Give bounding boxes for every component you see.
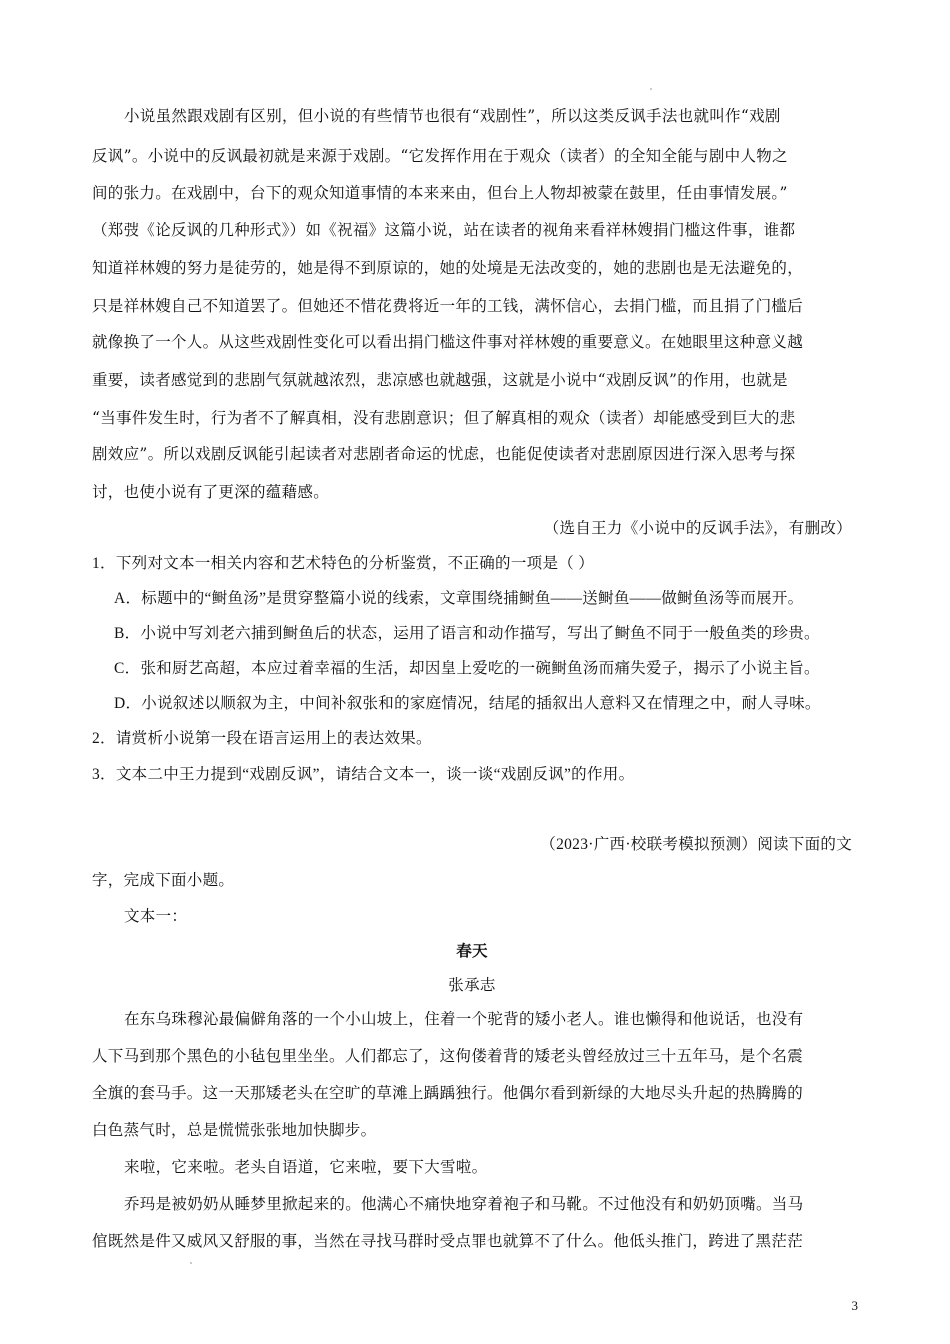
text2-line: 间的张力。在戏剧中，台下的观众知道事情的本来来由，但台上人物却被蒙在鼓里，任由事情发展。”: [92, 184, 788, 202]
story-line: 倌既然是件又威风又舒服的事，当然在寻找马群时受点罪也就算不了什么。他低头推门，跨进了黑茫茫: [92, 1232, 804, 1250]
page-number: 3: [851, 1298, 858, 1313]
section-intro-cont: 字，完成下面小题。: [92, 872, 235, 889]
story-line: 来啦，它来啦。老头自语道，它来啦，要下大雪啦。: [124, 1158, 488, 1176]
scan-speck: [190, 1262, 192, 1264]
story-author: 张承志: [448, 976, 496, 994]
text2-line: 重要，读者感觉到的悲剧气氛就越浓烈，悲凉感也就越强，这就是小说中“戏剧反讽”的作用，也就是: [92, 371, 788, 389]
question-3: 3．文本二中王力提到“戏剧反讽”，请结合文本一，谈一谈“戏剧反讽”的作用。: [92, 766, 635, 783]
text2-line: 只是祥林嫂自己不知道罢了。但她还不惜花费将近一年的工钱，满怀信心，去捐门槛，而且捐了门槛后: [92, 297, 804, 315]
text2-line: 反讽”。小说中的反讽最初就是来源于戏剧。“它发挥作用在于观众（读者）的全知全能与剧中人物之: [92, 147, 788, 165]
question-2: 2．请赏析小说第一段在语言运用上的表达效果。: [92, 730, 432, 747]
question-1: 1．下列对文本一相关内容和艺术特色的分析鉴赏，不正确的一项是（ ）: [92, 555, 595, 572]
option-b: B．小说中写刘老六捕到鲥鱼后的状态，运用了语言和动作描写，写出了鲥鱼不同于一般鱼类的珍贵。: [114, 625, 820, 642]
story-line: 人下马到那个黑色的小毡包里坐坐。人们都忘了，这佝偻着背的矮老头曾经放过三十五年马，是个名震: [92, 1047, 804, 1065]
source-note: （选自王力《小说中的反讽手法》，有删改）: [543, 519, 852, 537]
story-line: 全旗的套马手。这一天那矮老头在空旷的草滩上踽踽独行。他偶尔看到新绿的大地尽头升起的热腾腾的: [92, 1084, 804, 1102]
text1-label: 文本一：: [124, 908, 188, 925]
scan-speck: [650, 88, 652, 90]
option-d: D．小说叙述以顺叙为主，中间补叙张和的家庭情况，结尾的插叙出人意料又在情理之中，耐人寻味。: [114, 695, 821, 712]
story-line: 在东乌珠穆沁最偏僻角落的一个小山坡上，住着一个驼背的矮小老人。谁也懒得和他说话，也没有: [124, 1010, 804, 1028]
text2-line: 讨，也使小说有了更深的蕴藉感。: [92, 483, 330, 501]
text2-line: 小说虽然跟戏剧有区别，但小说的有些情节也很有“戏剧性”，所以这类反讽手法也就叫作“戏剧: [124, 107, 781, 125]
text2-line: 剧效应”。所以戏剧反讽能引起读者对悲剧者命运的忧虑，也能促使读者对悲剧原因进行深入思考与探: [92, 445, 796, 463]
text2-line: 就像换了一个人。从这些戏剧性变化可以看出捐门槛这件事对祥林嫂的重要意义。在她眼里这种意义越: [92, 333, 804, 351]
text2-line: 知道祥林嫂的努力是徒劳的，她是得不到原谅的，她的处境是无法改变的，她的悲剧也是无法避免的，: [92, 259, 804, 277]
section-intro: （2023·广西·校联考模拟预测）阅读下面的文: [540, 836, 852, 853]
story-line: 乔玛是被奶奶从睡梦里掀起来的。他满心不痛快地穿着袍子和马靴。不过他没有和奶奶顶嘴。当马: [124, 1195, 804, 1213]
option-c: C．张和厨艺高超，本应过着幸福的生活，却因皇上爱吃的一碗鲥鱼汤而痛失爱子，揭示了小说主旨。: [114, 660, 820, 677]
text2-line: “当事件发生时，行为者不了解真相，没有悲剧意识；但了解真相的观众（读者）却能感受到巨大的悲: [92, 409, 796, 427]
text2-line: （郑弢《论反讽的几种形式》）如《祝福》这篇小说，站在读者的视角来看祥林嫂捐门槛这件事，谁都: [92, 221, 796, 239]
story-title: 春天: [456, 941, 488, 960]
story-line: 白色蒸气时，总是慌慌张张地加快脚步。: [92, 1121, 377, 1139]
option-a: A．标题中的“鲥鱼汤”是贯穿整篇小说的线索，文章围绕捕鲥鱼——送鲥鱼——做鲥鱼汤等而展开。: [114, 590, 804, 607]
